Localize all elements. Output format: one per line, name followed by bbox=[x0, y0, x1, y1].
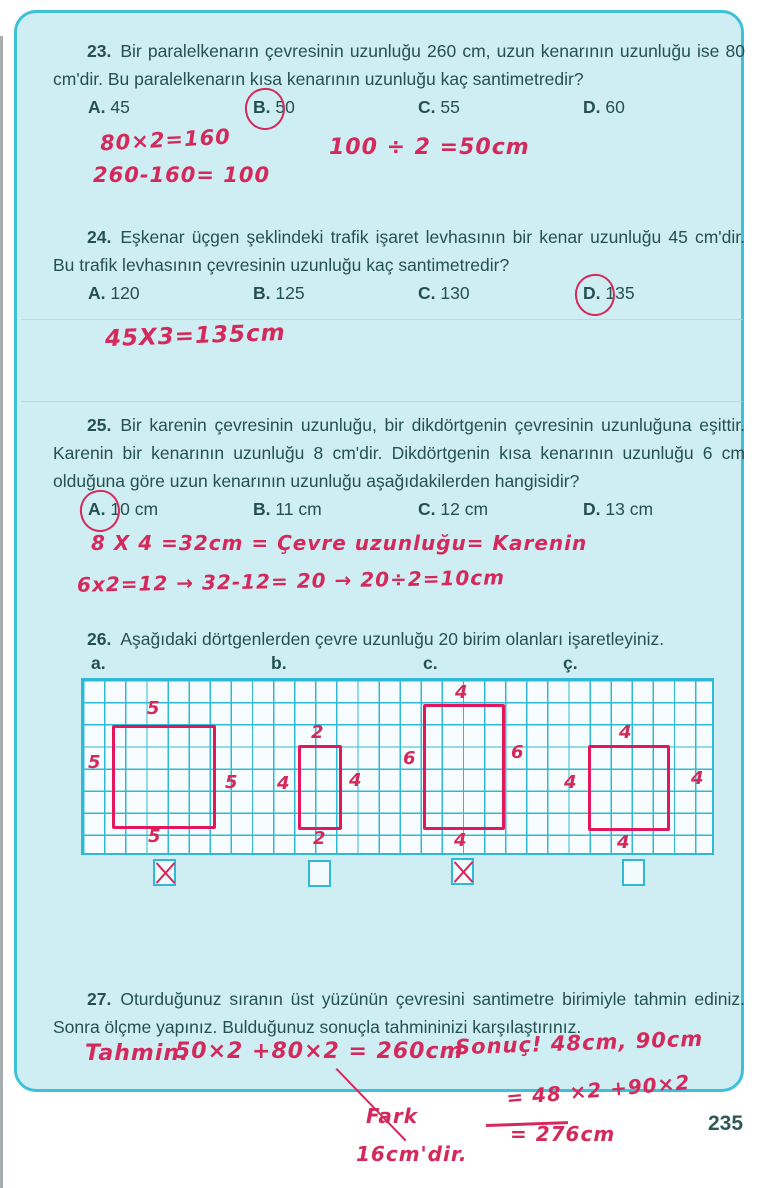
question-23-text bbox=[53, 37, 745, 93]
option-value: 135 bbox=[605, 283, 635, 303]
option-letter: C. bbox=[418, 283, 436, 303]
question-25-number: 25. bbox=[87, 415, 112, 435]
option-value: 11 cm bbox=[275, 499, 322, 519]
option-letter: D. bbox=[583, 97, 601, 117]
page-number: 235 bbox=[708, 1112, 744, 1135]
option-letter: B. bbox=[253, 499, 271, 519]
handwriting-q27-calc2: = 48 ×2 +90×2 bbox=[505, 1070, 692, 1110]
dim-c-bottom: 4 bbox=[454, 830, 467, 851]
option-23-c bbox=[418, 97, 583, 118]
option-24-d bbox=[583, 283, 748, 304]
handwriting-q24-work1: 45X3=135cm bbox=[104, 319, 287, 353]
option-24-b bbox=[253, 283, 418, 304]
option-25-b bbox=[253, 499, 418, 520]
question-23-options bbox=[88, 97, 748, 118]
faint-rule-2 bbox=[21, 401, 743, 402]
dim-a-bottom: 5 bbox=[148, 826, 161, 847]
handwriting-q27-calc3: = 276cm bbox=[510, 1122, 616, 1146]
col-label-c: c. bbox=[423, 653, 438, 673]
option-value: 55 bbox=[440, 97, 460, 117]
handwriting-q27-fark2: 16cm'dir. bbox=[356, 1142, 468, 1166]
shape-a bbox=[112, 725, 216, 829]
checkbox-b[interactable] bbox=[308, 860, 331, 887]
option-value: 12 cm bbox=[440, 499, 489, 519]
option-24-a bbox=[88, 283, 253, 304]
dim-c-left: 6 bbox=[403, 748, 416, 769]
question-27-body: Oturduğunuz sıranın üst yüzünün çevresini santimetre birimiyle tahmin ediniz. Sonra ölçme yapınız. Bulduğunuz sonuçla tahmininizi karşılaştırınız. bbox=[53, 989, 745, 1037]
handwriting-q27-tahmin-label: Tahmin. bbox=[85, 1041, 190, 1066]
option-letter answer-circle: B. bbox=[253, 97, 271, 117]
question-27-number: 27. bbox=[87, 989, 112, 1009]
dim-cc-left: 4 bbox=[564, 772, 577, 793]
dim-c-right: 6 bbox=[511, 742, 524, 763]
option-value: 125 bbox=[275, 283, 305, 303]
question-24-text bbox=[53, 223, 745, 279]
scan-edge-shadow bbox=[0, 36, 3, 1188]
handwriting-q25-work1: 8 X 4 =32cm = Çevre uzunluğu= Karenin bbox=[91, 531, 588, 555]
question-25-options bbox=[88, 499, 748, 520]
dim-c-top: 4 bbox=[455, 682, 468, 703]
option-value: 13 cm bbox=[605, 499, 654, 519]
question-25-text bbox=[53, 411, 745, 495]
handwriting-q27-sonuc: Sonuç! 48cm, 90cm bbox=[454, 1026, 704, 1060]
dim-cc-bottom: 4 bbox=[617, 832, 630, 853]
question-25-body: Bir karenin çevresinin uzunluğu, bir dikdörtgenin çevresinin uzunluğuna eşittir. Karenin bir kenarının uzunluğu 8 cm'dir. Dikdörtgenin kısa kenarının uzunluğu 6 cm olduğuna göre uzun kenarının uzunluğu aşağıdakilerden hangisidir? bbox=[53, 415, 745, 491]
option-25-a bbox=[88, 499, 253, 520]
option-value: 10 cm bbox=[110, 499, 159, 519]
option-letter answer-circle: A. bbox=[88, 499, 106, 519]
col-label-b: b. bbox=[271, 653, 287, 673]
question-26-body: Aşağıdaki dörtgenlerden çevre uzunluğu 20 birim olanları işaretleyiniz. bbox=[120, 629, 665, 649]
unit-grid bbox=[81, 678, 714, 855]
shape-c bbox=[423, 704, 505, 830]
option-value: 120 bbox=[110, 283, 140, 303]
checkbox-a[interactable] bbox=[153, 859, 176, 886]
option-letter: D. bbox=[583, 499, 601, 519]
handwriting-q25-work2: 6x2=12 → 32-12= 20 → 20÷2=10cm bbox=[76, 565, 506, 597]
dim-a-left: 5 bbox=[88, 752, 101, 773]
handwriting-q27-tahmin-calc: 50×2 +80×2 = 260cm bbox=[175, 1039, 464, 1064]
dim-a-top: 5 bbox=[147, 698, 160, 719]
col-label-a: a. bbox=[91, 653, 106, 673]
dim-b-left: 4 bbox=[277, 773, 290, 794]
dim-a-right: 5 bbox=[225, 772, 238, 793]
option-letter: C. bbox=[418, 499, 436, 519]
option-letter: A. bbox=[88, 283, 106, 303]
option-letter: A. bbox=[88, 97, 106, 117]
question-24-number: 24. bbox=[87, 227, 112, 247]
question-24-body: Eşkenar üçgen şeklindeki trafik işaret levhasının bir kenar uzunluğu 45 cm'dir. Bu trafik levhasının çevresinin uzunluğu kaç santimetredir? bbox=[53, 227, 745, 275]
shape-b bbox=[298, 745, 342, 830]
question-24-options bbox=[88, 283, 748, 304]
option-25-c bbox=[418, 499, 583, 520]
handwriting-q27-fark1: Fark bbox=[366, 1104, 419, 1128]
option-23-d bbox=[583, 97, 748, 118]
option-value: 45 bbox=[110, 97, 130, 117]
checkbox-c[interactable] bbox=[451, 858, 474, 885]
checkbox-cc[interactable] bbox=[622, 859, 645, 886]
col-label-cc: ç. bbox=[563, 653, 578, 673]
question-26-text bbox=[53, 625, 745, 653]
option-value: 50 bbox=[275, 97, 295, 117]
option-25-d bbox=[583, 499, 748, 520]
option-24-c bbox=[418, 283, 583, 304]
worksheet-card bbox=[14, 10, 744, 1092]
handwriting-q23-work2: 260-160= 100 bbox=[93, 163, 271, 187]
dim-b-bottom: 2 bbox=[313, 828, 326, 849]
dim-cc-top: 4 bbox=[619, 722, 632, 743]
dim-b-top: 2 bbox=[311, 722, 324, 743]
option-23-a bbox=[88, 97, 253, 118]
dim-b-right: 4 bbox=[349, 770, 362, 791]
option-value: 60 bbox=[605, 97, 625, 117]
option-value: 130 bbox=[440, 283, 470, 303]
option-letter answer-circle: D. bbox=[583, 283, 601, 303]
option-letter: B. bbox=[253, 283, 271, 303]
question-23-body: Bir paralelkenarın çevresinin uzunluğu 260 cm, uzun kenarının uzunluğu ise 80 cm'dir. Bu paralelkenarın kısa kenarının uzunluğu kaç santimetredir? bbox=[53, 41, 745, 89]
faint-rule-1 bbox=[21, 319, 743, 320]
handwriting-q23-work3: 100 ÷ 2 =50cm bbox=[329, 135, 530, 160]
shape-cc bbox=[588, 745, 670, 831]
handwriting-q23-work1: 80×2=160 bbox=[99, 124, 232, 156]
option-letter: C. bbox=[418, 97, 436, 117]
option-23-b bbox=[253, 97, 418, 118]
question-26-number: 26. bbox=[87, 629, 112, 649]
dim-cc-right: 4 bbox=[691, 768, 704, 789]
question-23-number: 23. bbox=[87, 41, 112, 61]
